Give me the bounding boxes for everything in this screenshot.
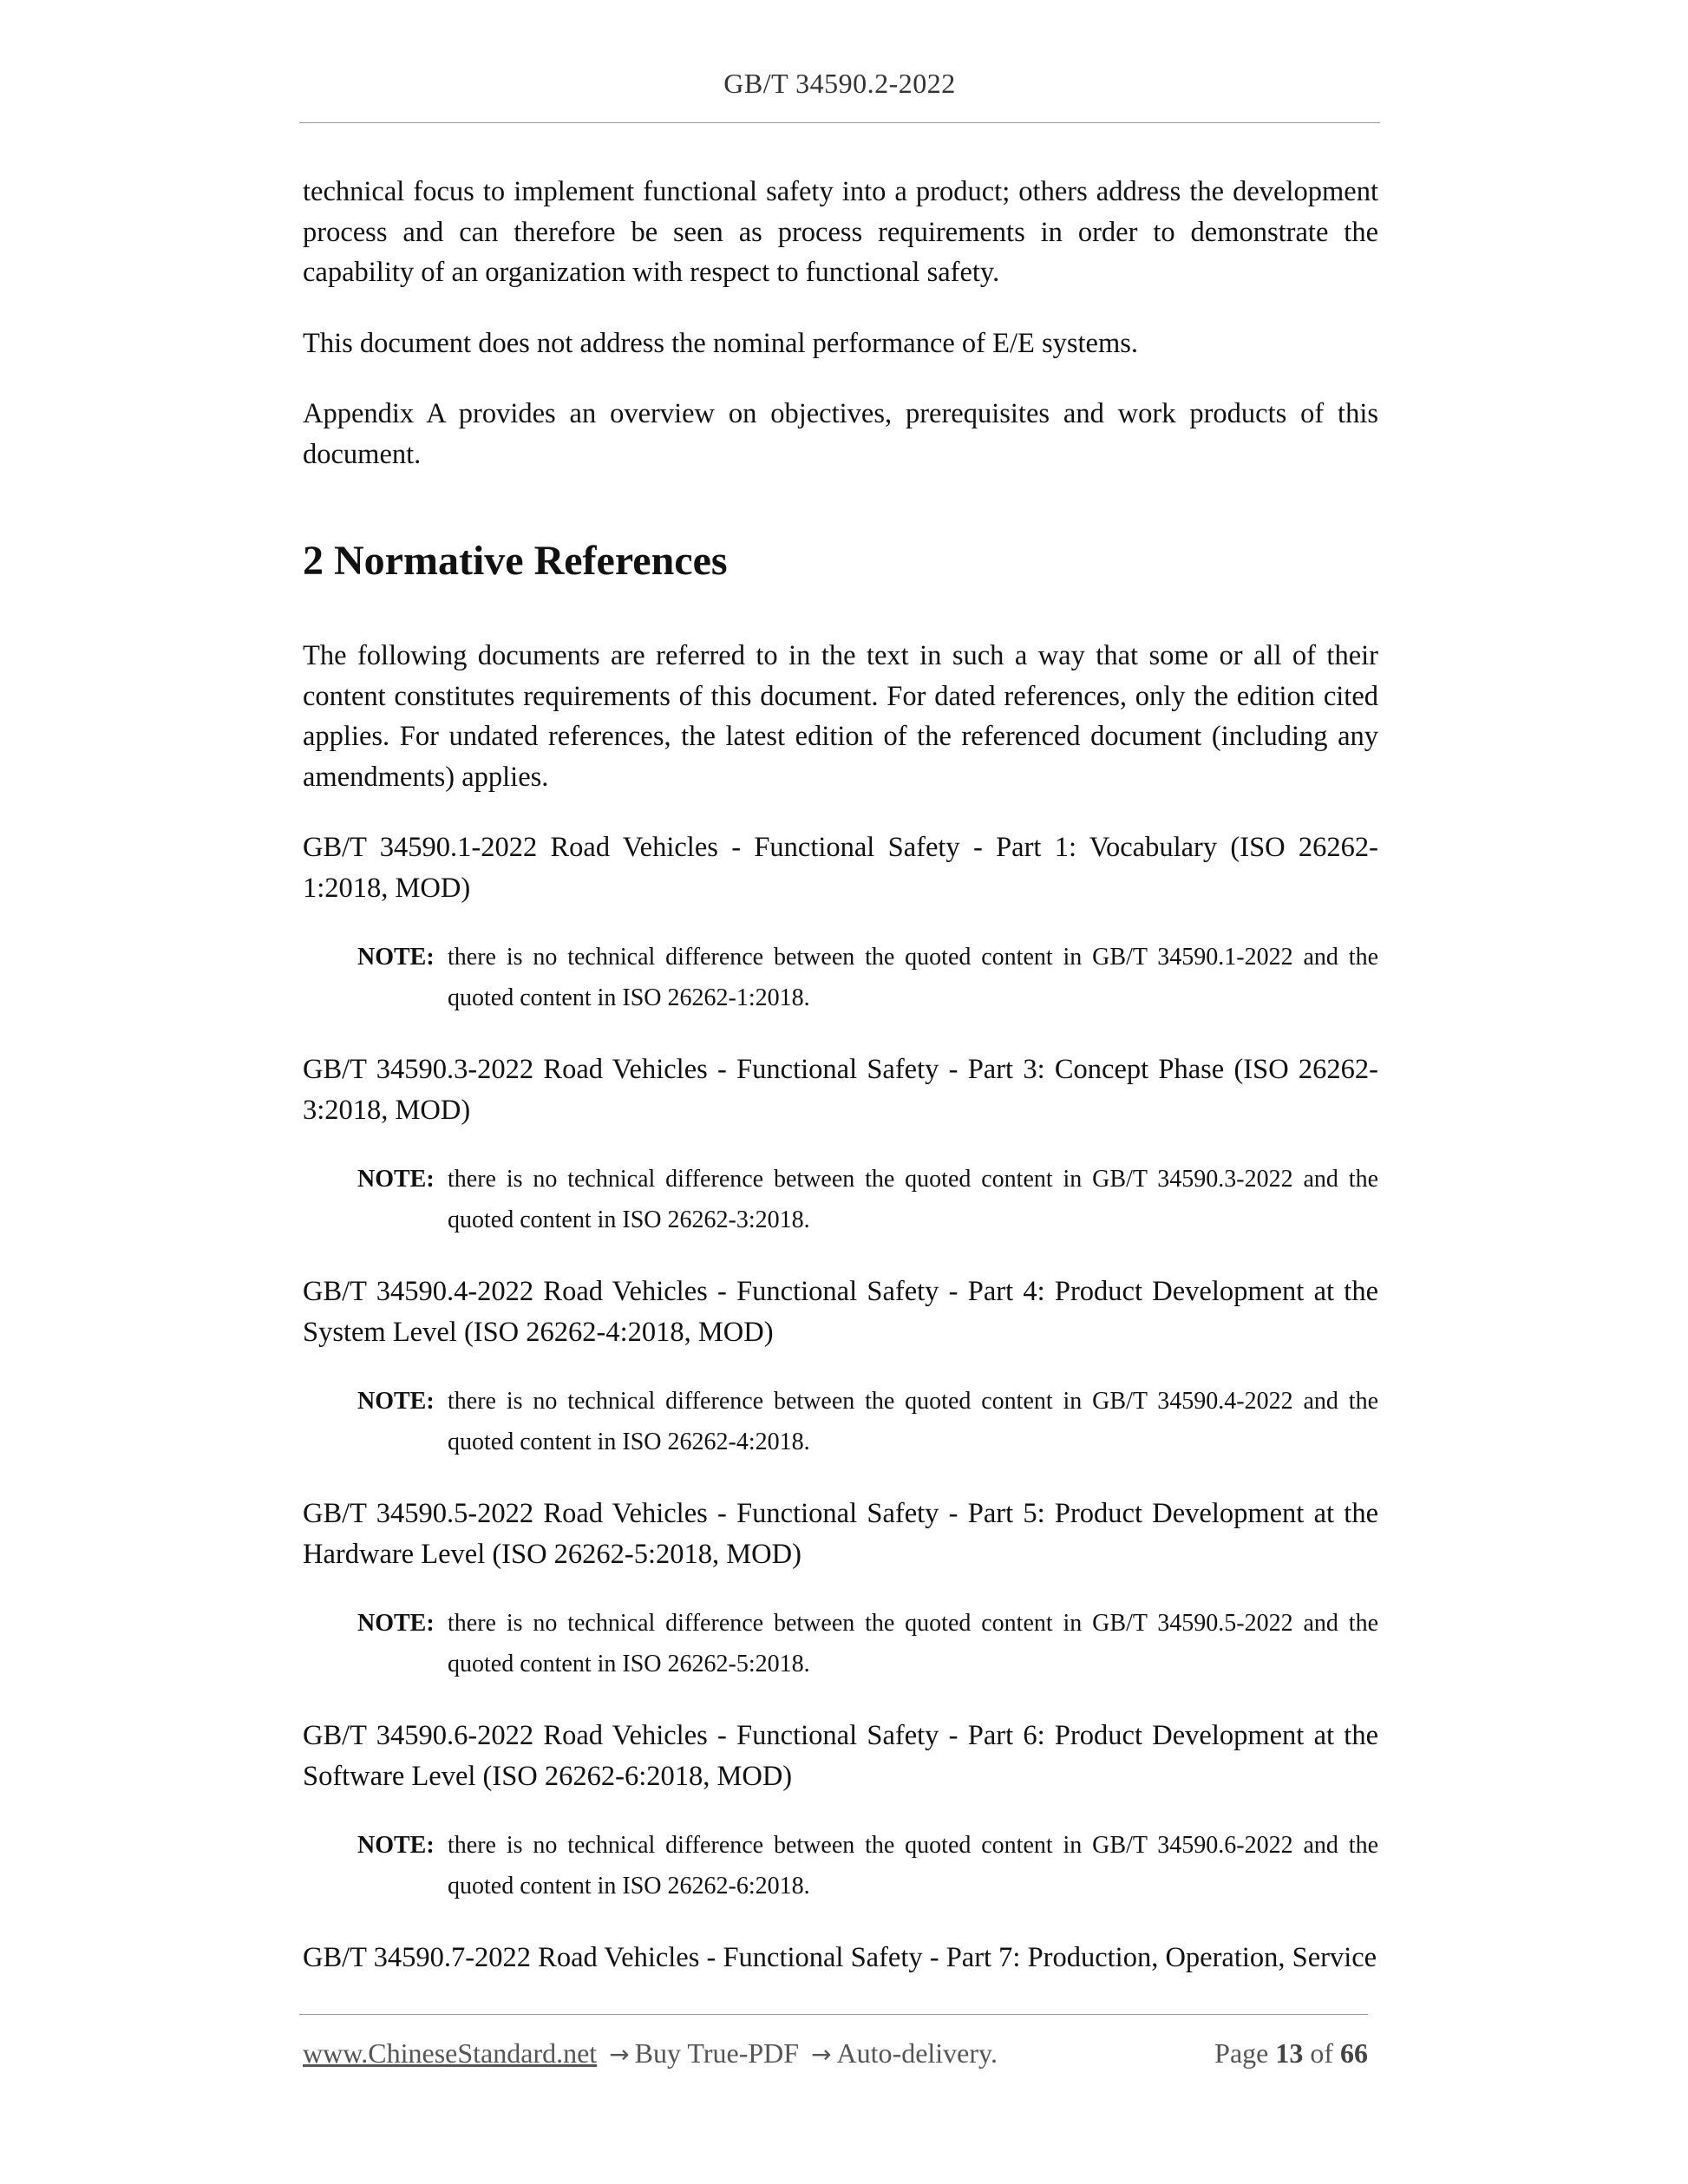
reference-item-5: GB/T 34590.6-2022 Road Vehicles - Functional Safety - Part 6: Product Development at the Software Level (ISO 26262-6:2018, MOD) xyxy=(303,1720,1378,1792)
footer-promo xyxy=(303,2034,998,2074)
reference-note-3 xyxy=(357,1382,1378,1462)
note-label: NOTE: xyxy=(357,1610,435,1637)
buy-text: Buy True-PDF xyxy=(634,2037,800,2069)
reference-note-4 xyxy=(357,1604,1378,1684)
running-header: GB/T 34590.2-2022 xyxy=(723,68,956,99)
note-text: there is no technical difference between the quoted content in GB/T 34590.5-2022 and the quoted content in ISO 26262-5:2018. xyxy=(448,1610,1378,1677)
page-body xyxy=(303,172,1378,2008)
delivery-text: Auto-delivery. xyxy=(836,2037,998,2069)
footer-divider xyxy=(299,2014,1368,2015)
header-divider xyxy=(299,122,1380,123)
note-text: there is no technical difference between the quoted content in GB/T 34590.4-2022 and the quoted content in ISO 26262-4:2018. xyxy=(448,1388,1378,1455)
of-label: of xyxy=(1310,2037,1333,2069)
reference-item-1: GB/T 34590.1-2022 Road Vehicles - Functional Safety - Part 1: Vocabulary (ISO 26262-1:2018, MOD) xyxy=(303,832,1378,904)
reference-item-2: GB/T 34590.3-2022 Road Vehicles - Functional Safety - Part 3: Concept Phase (ISO 26262-3:2018, MOD) xyxy=(303,1054,1378,1126)
reference-note-2 xyxy=(357,1160,1378,1240)
website-link[interactable]: www.ChineseStandard.net xyxy=(303,2037,598,2069)
intro-paragraph-2: This document does not address the nominal performance of E/E systems. xyxy=(303,327,1139,359)
note-label: NOTE: xyxy=(357,1388,435,1415)
right-arrow-icon: → xyxy=(811,2040,832,2069)
intro-paragraph-1: technical focus to implement functional safety into a product; others address the development process and can therefore be seen as process requirements in order to demonstrate the capability of an organization with respect to functional safety. xyxy=(303,176,1378,288)
reference-note-5 xyxy=(357,1826,1378,1906)
page-counter xyxy=(1214,2034,1368,2072)
note-label: NOTE: xyxy=(357,944,435,971)
page-label: Page xyxy=(1214,2037,1269,2069)
note-text: there is no technical difference between the quoted content in GB/T 34590.1-2022 and the quoted content in ISO 26262-1:2018. xyxy=(448,944,1378,1011)
reference-item-3: GB/T 34590.4-2022 Road Vehicles - Functional Safety - Part 4: Product Development at the System Level (ISO 26262-4:2018, MOD) xyxy=(303,1276,1378,1348)
reference-item-6: GB/T 34590.7-2022 Road Vehicles - Functional Safety - Part 7: Production, Operation, Service xyxy=(303,1942,1377,1973)
section-intro-paragraph: The following documents are referred to in the text in such a way that some or all of their content constitutes requirements of this document. For dated references, only the edition cited applies. For undated references, the latest edition of the referenced document (including any amendments) applies. xyxy=(303,640,1378,793)
note-text: there is no technical difference between the quoted content in GB/T 34590.6-2022 and the quoted content in ISO 26262-6:2018. xyxy=(448,1832,1378,1900)
right-arrow-icon: → xyxy=(609,2040,630,2069)
note-label: NOTE: xyxy=(357,1166,435,1193)
page-number: 13 xyxy=(1275,2037,1304,2069)
reference-note-1 xyxy=(357,938,1378,1018)
intro-paragraph-3: Appendix A provides an overview on objectives, prerequisites and work products of this document. xyxy=(303,398,1378,470)
note-text: there is no technical difference between the quoted content in GB/T 34590.3-2022 and the quoted content in ISO 26262-3:2018. xyxy=(448,1166,1378,1233)
reference-item-4: GB/T 34590.5-2022 Road Vehicles - Functional Safety - Part 5: Product Development at the Hardware Level (ISO 26262-5:2018, MOD) xyxy=(303,1498,1378,1570)
note-label: NOTE: xyxy=(357,1832,435,1859)
total-pages: 66 xyxy=(1340,2037,1368,2069)
section-heading: 2 Normative References xyxy=(303,538,728,584)
